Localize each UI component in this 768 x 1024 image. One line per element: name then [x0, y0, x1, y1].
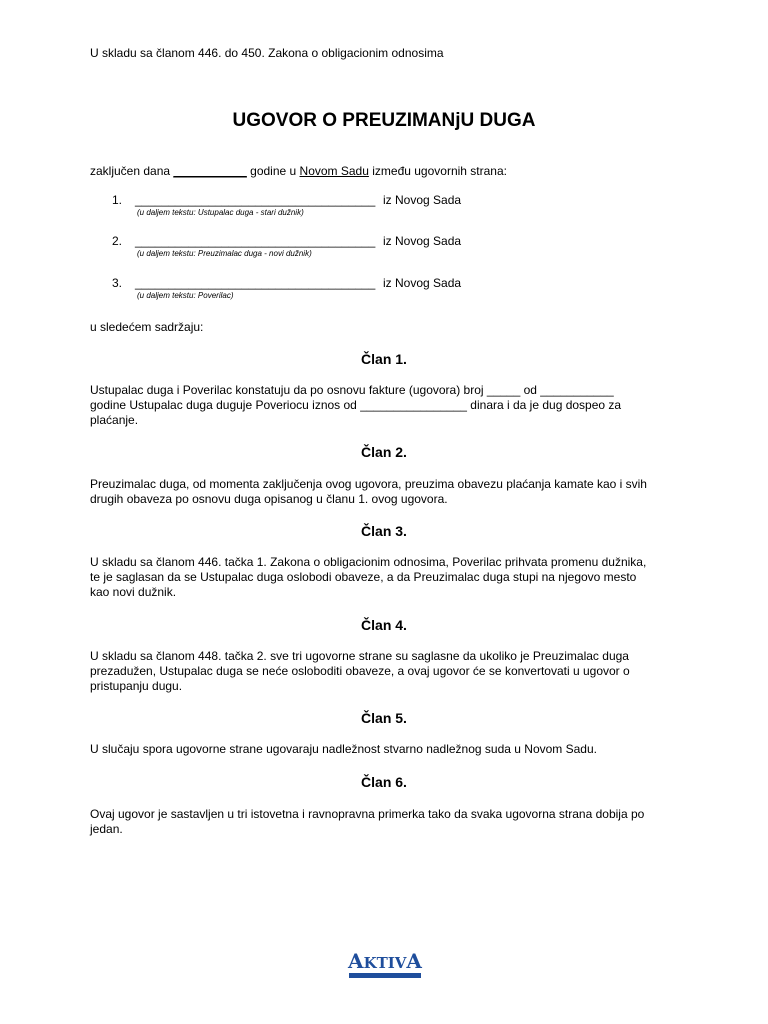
party-city: iz Novog Sada — [383, 276, 462, 290]
intro-line — [90, 164, 507, 179]
party-number: 1. — [112, 193, 123, 207]
intro-prefix: zaključen dana — [90, 164, 174, 178]
article-line: kao novi dužnik. — [90, 585, 177, 599]
article-3-text — [90, 555, 680, 600]
article-line: godine Ustupalac duga duguje Poveriocu iznos od ________________ dinara i da je dug dospeo za — [90, 398, 622, 412]
article-5-heading: Član 5. — [361, 710, 407, 726]
party-role-note: (u daljem tekstu: Ustupalac duga - stari dužnik) — [137, 208, 304, 217]
article-6-heading: Član 6. — [361, 774, 407, 790]
logo-underline-bar — [349, 973, 421, 978]
article-line: prezadužen, Ustupalac duga se neće osloboditi obaveze, a ovaj ugovor će se konvertovati u ugovor o — [90, 664, 630, 678]
article-line: U skladu sa članom 446. tačka 1. Zakona o obligacionim odnosima, Poverilac prihvata promenu dužnika, — [90, 555, 647, 569]
party-number: 2. — [112, 234, 123, 248]
party-number: 3. — [112, 276, 123, 290]
aktiva-logo — [347, 950, 423, 980]
article-3-heading: Član 3. — [361, 523, 407, 539]
article-6-text — [90, 807, 680, 837]
article-2-text — [90, 477, 680, 507]
article-1-text — [90, 383, 680, 428]
logo-letters-middle: KTIV — [363, 954, 407, 972]
party-city: iz Novog Sada — [383, 234, 462, 248]
article-5-text — [90, 742, 680, 757]
article-line: jedan. — [90, 822, 123, 836]
article-line: Ustupalac duga i Poverilac konstatuju da po osnovu fakture (ugovora) broj _____ od ___________ — [90, 383, 614, 397]
article-line: U slučaju spora ugovorne strane ugovaraju nadležnost stvarno nadležnog suda u Novom Sadu. — [90, 742, 597, 756]
logo-wordmark — [347, 950, 423, 974]
party-name-blank: ____________________________________ — [135, 193, 376, 207]
content-intro: u sledećem sadržaju: — [90, 320, 204, 334]
party-name-blank: ____________________________________ — [135, 276, 376, 290]
intro-middle: godine u — [246, 164, 300, 178]
article-4-heading: Član 4. — [361, 617, 407, 633]
article-line: U skladu sa članom 448. tačka 2. sve tri ugovorne strane su saglasne da ukoliko je Preuzimalac duga — [90, 649, 629, 663]
article-1-heading: Član 1. — [361, 351, 407, 367]
article-line: pristupanju dugu. — [90, 679, 183, 693]
article-line: Ovaj ugovor je sastavljen u tri istovetna i ravnopravna primerka tako da svaka ugovorna strana dobija po — [90, 807, 645, 821]
article-line: te je saglasan da se Ustupalac duga oslobodi obaveze, a da Preuzimalac duga stupi na njegovo mesto — [90, 570, 637, 584]
logo-letter-first: A — [348, 949, 364, 973]
party-role-note: (u daljem tekstu: Preuzimalac duga - novi dužnik) — [137, 249, 312, 258]
article-2-heading: Član 2. — [361, 444, 407, 460]
place-name: Novom Sadu — [299, 164, 369, 178]
party-role-note: (u daljem tekstu: Poverilac) — [137, 291, 234, 300]
intro-suffix: između ugovornih strana: — [368, 164, 507, 178]
party-name-blank: ____________________________________ — [135, 234, 376, 248]
logo-letter-last: A — [406, 949, 422, 973]
article-line: Preuzimalac duga, od momenta zaključenja ovog ugovora, preuzima obavezu plaćanja kamate kao i svih — [90, 477, 647, 491]
party-city: iz Novog Sada — [383, 193, 462, 207]
article-line: drugih obaveza po osnovu duga opisanog u članu 1. ovog ugovora. — [90, 492, 448, 506]
header-note: U skladu sa članom 446. do 450. Zakona o obligacionim odnosima — [90, 46, 444, 60]
article-4-text — [90, 649, 680, 694]
article-line: plaćanje. — [90, 413, 139, 427]
date-blank: ___________ — [173, 164, 247, 178]
document-title: UGOVOR O PREUZIMANjU DUGA — [232, 110, 536, 131]
